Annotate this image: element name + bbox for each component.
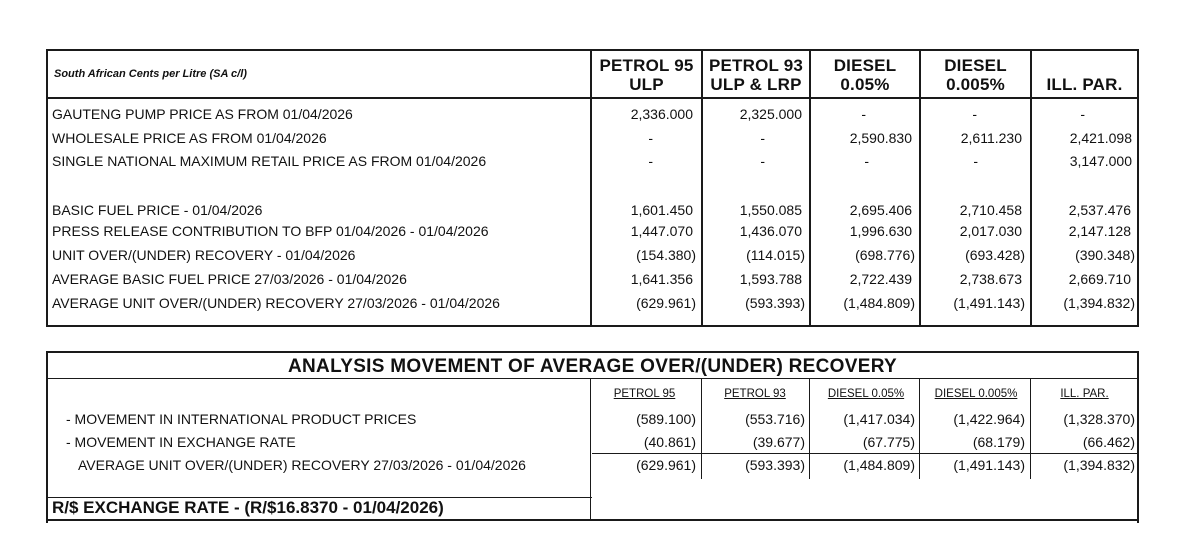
row-value: 2,537.476 — [1068, 202, 1131, 218]
row-value: - — [973, 153, 978, 169]
column-header-line: 0.05% — [840, 75, 890, 94]
row-value: - — [861, 106, 866, 122]
analysis-subheader: DIESEL 0.005% — [934, 388, 1018, 400]
units-label: South African Cents per Litre (SA c/l) — [54, 68, 247, 80]
column-header-petrol-95 — [592, 56, 701, 94]
analysis-row-value: (1,394.832) — [1063, 457, 1135, 473]
column-header-diesel-005 — [811, 56, 919, 94]
header-rule — [46, 97, 1139, 99]
row-value: 2,710.458 — [959, 202, 1022, 218]
row-value: 1,641.356 — [630, 271, 693, 287]
section-border — [46, 519, 1139, 521]
row-value: 2,669.710 — [1068, 271, 1131, 287]
row-value: (154.380) — [636, 247, 696, 263]
row-value: (593.393) — [745, 295, 805, 311]
row-value: 2,590.830 — [849, 130, 912, 146]
row-value: 1,550.085 — [739, 202, 802, 218]
analysis-row-label: - MOVEMENT IN EXCHANGE RATE — [66, 434, 296, 450]
table-border — [46, 325, 1139, 327]
column-divider — [590, 379, 591, 519]
row-value: 2,147.128 — [1068, 223, 1131, 239]
row-label: AVERAGE BASIC FUEL PRICE 27/03/2026 - 01/04/2026 — [52, 271, 407, 287]
row-value: (114.015) — [746, 247, 805, 263]
exchange-rate: R/$ EXCHANGE RATE - (R/$16.8370 - 01/04/2026) — [52, 498, 444, 517]
analysis-row-value: (553.716) — [745, 411, 805, 427]
analysis-row-value: (1,328.370) — [1063, 411, 1135, 427]
row-value: (390.348) — [1075, 247, 1135, 263]
analysis-subheader: DIESEL 0.05% — [827, 388, 905, 400]
row-label: BASIC FUEL PRICE - 01/04/2026 — [52, 202, 263, 218]
column-header-line: PETROL 93 — [708, 56, 804, 75]
table-border — [46, 49, 48, 327]
row-value: (1,394.832) — [1063, 295, 1135, 311]
row-value: - — [648, 130, 653, 146]
row-value: 2,336.000 — [630, 106, 693, 122]
row-value: 2,421.098 — [1069, 130, 1132, 146]
analysis-row-value: (1,491.143) — [953, 457, 1025, 473]
analysis-row-value: (39.677) — [752, 434, 805, 450]
section-border — [1137, 351, 1139, 523]
analysis-row-value: (67.775) — [862, 434, 915, 450]
row-value: 1,447.070 — [630, 223, 693, 239]
analysis-row-label: - MOVEMENT IN INTERNATIONAL PRODUCT PRICES — [66, 411, 417, 427]
row-label: AVERAGE UNIT OVER/(UNDER) RECOVERY 27/03/2026 - 01/04/2026 — [52, 295, 500, 311]
row-label: SINGLE NATIONAL MAXIMUM RETAIL PRICE AS FROM 01/04/2026 — [52, 153, 487, 169]
analysis-row-value: (1,422.964) — [953, 411, 1025, 427]
section-border — [46, 351, 1139, 353]
column-header-line: 0.005% — [946, 75, 1005, 94]
analysis-row-value: (1,484.809) — [843, 457, 915, 473]
analysis-subheader: ILL. PAR. — [1060, 388, 1109, 400]
column-header-petrol-93 — [703, 56, 809, 94]
analysis-title: ANALYSIS MOVEMENT OF AVERAGE OVER/(UNDER) RECOVERY — [288, 356, 897, 377]
row-value: 1,601.450 — [630, 202, 693, 218]
column-divider — [701, 379, 702, 479]
row-value: 2,738.673 — [959, 271, 1022, 287]
column-header-line — [1032, 56, 1137, 75]
column-header-ill-par — [1032, 56, 1137, 94]
table-border — [46, 49, 1139, 51]
row-value: 2,722.439 — [849, 271, 912, 287]
row-label: UNIT OVER/(UNDER) RECOVERY - 01/04/2026 — [52, 247, 356, 263]
row-value: (629.961) — [636, 295, 696, 311]
analysis-subheader: PETROL 93 — [724, 388, 786, 400]
analysis-row-value: (68.179) — [972, 434, 1025, 450]
column-divider — [809, 379, 810, 479]
row-value: (693.428) — [965, 247, 1025, 263]
row-value: - — [760, 153, 765, 169]
row-label: WHOLESALE PRICE AS FROM 01/04/2026 — [52, 130, 327, 146]
row-value: 1,436.070 — [739, 223, 802, 239]
row-value: 2,017.030 — [959, 223, 1022, 239]
row-label: PRESS RELEASE CONTRIBUTION TO BFP 01/04/2026 - 01/04/2026 — [52, 223, 489, 239]
row-value: 3,147.000 — [1069, 153, 1132, 169]
row-value: - — [864, 153, 869, 169]
row-value: 2,695.406 — [849, 202, 912, 218]
column-header-line: DIESEL — [833, 56, 897, 75]
row-value: (1,484.809) — [843, 295, 915, 311]
analysis-row-value: (1,417.034) — [843, 411, 915, 427]
analysis-subheader: PETROL 95 — [613, 388, 676, 400]
row-value: 2,611.230 — [960, 130, 1022, 146]
analysis-row-value: (66.462) — [1082, 434, 1135, 450]
table-border — [1137, 49, 1139, 327]
column-header-line: ULP & LRP — [710, 75, 802, 94]
row-value: (1,491.143) — [953, 295, 1025, 311]
row-value: (698.776) — [855, 247, 915, 263]
row-value: - — [760, 130, 765, 146]
analysis-row-label: AVERAGE UNIT OVER/(UNDER) RECOVERY 27/03/2026 - 01/04/2026 — [78, 457, 526, 473]
row-value: 2,325.000 — [739, 106, 802, 122]
analysis-row-value: (629.961) — [636, 457, 696, 473]
analysis-row-value: (40.861) — [643, 434, 696, 450]
row-label: GAUTENG PUMP PRICE AS FROM 01/04/2026 — [52, 106, 353, 122]
row-value: 1,593.788 — [739, 271, 802, 287]
column-header-diesel-0005 — [921, 56, 1030, 94]
column-header-line: ILL. PAR. — [1046, 75, 1123, 94]
column-header-line: PETROL 95 — [599, 56, 694, 75]
title-underline — [46, 378, 1139, 379]
row-value: - — [972, 106, 977, 122]
analysis-row-value: (589.100) — [636, 411, 696, 427]
row-value: - — [648, 153, 653, 169]
analysis-row-value: (593.393) — [745, 457, 805, 473]
column-header-line: DIESEL — [944, 56, 1007, 75]
row-value: 1,996.630 — [849, 223, 912, 239]
row-value: - — [1080, 106, 1085, 122]
column-header-line: ULP — [629, 75, 664, 94]
total-rule — [592, 453, 1139, 454]
